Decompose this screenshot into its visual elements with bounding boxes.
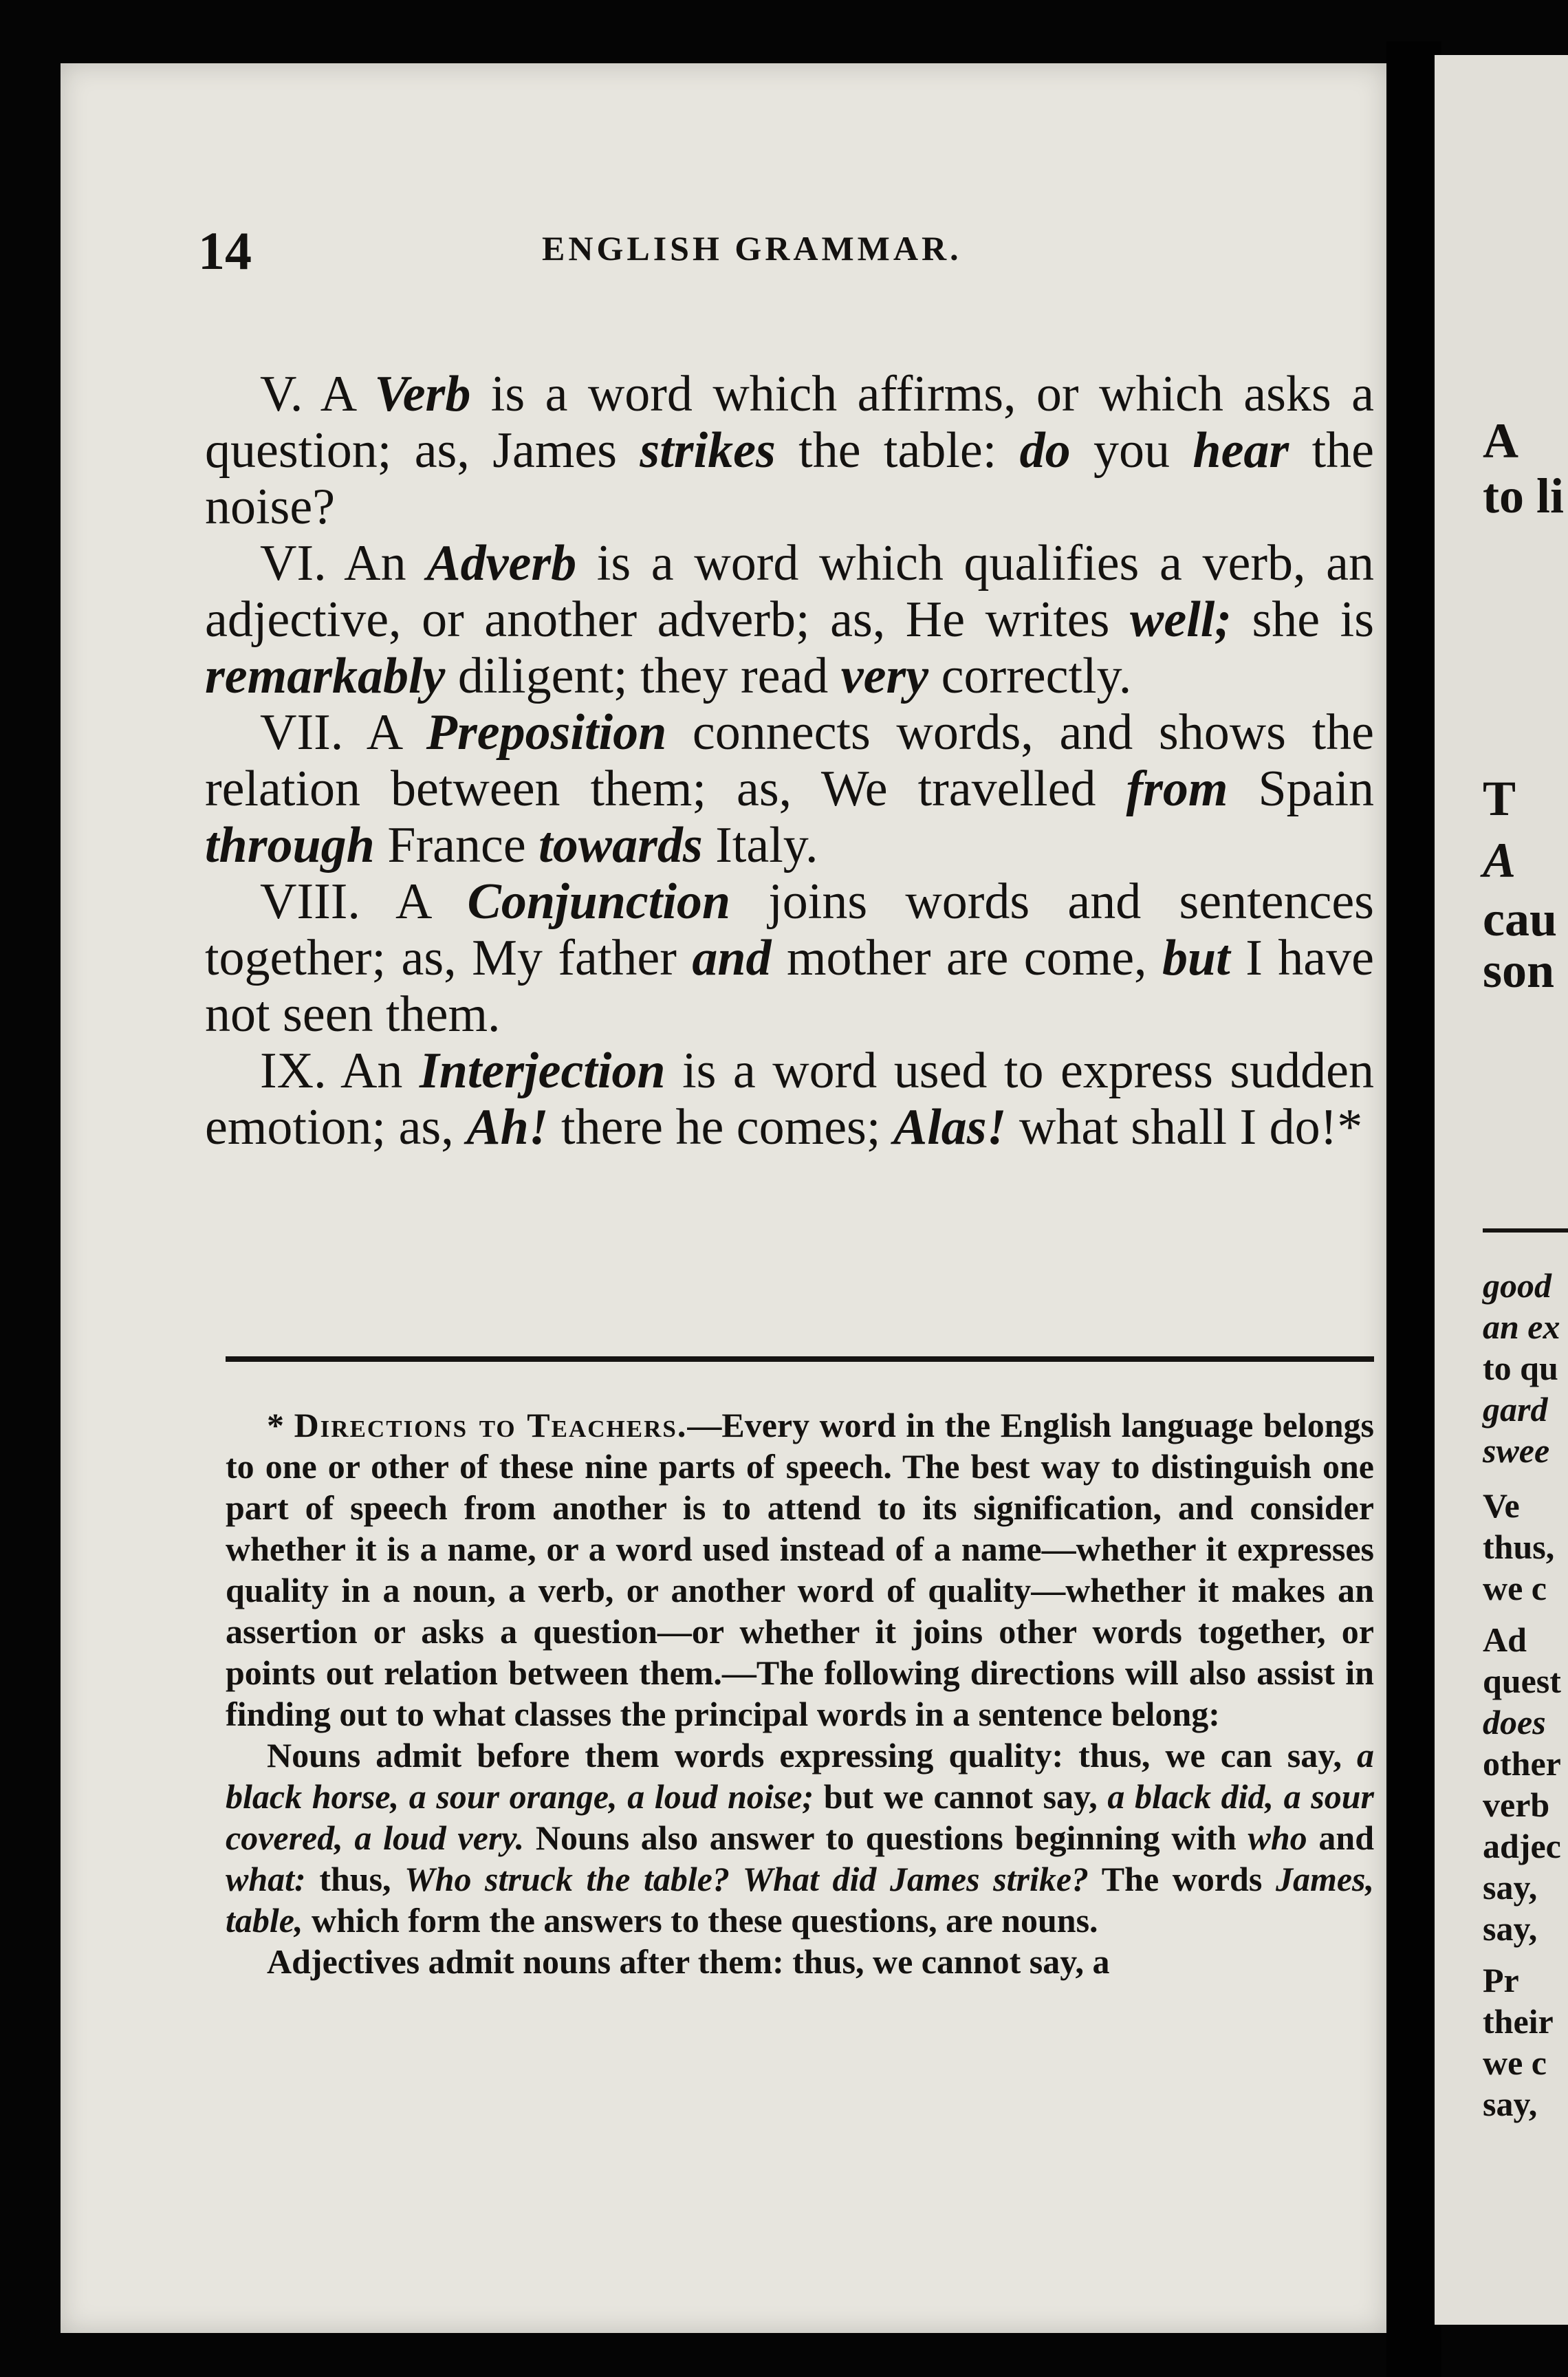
footnote-paragraph: Adjectives admit nouns after them: thus, we cannot say, a	[267, 1942, 1110, 1981]
adjacent-page-fragment: gard	[1483, 1390, 1548, 1429]
adjacent-page-fragment: an ex	[1483, 1307, 1560, 1346]
book-gutter	[1386, 41, 1441, 2377]
adjacent-page-fragment: Ad	[1483, 1620, 1527, 1659]
adjacent-page-fragment: say,	[1483, 1868, 1538, 1907]
adjacent-page-fragment: son	[1483, 943, 1555, 998]
page-header	[61, 220, 1386, 282]
footnote-paragraph: Nouns admit before them words expressing quality: thus, we can say, a black horse, a sour orange, a loud noise; but we cannot say, a black did, a sour covered, a loud very. Nouns also answer to questions beginning with who and what: thus, Who struck the table? What did James strike? The words James, table, which form the answers to these questions, are nouns.	[226, 1736, 1374, 1940]
adjacent-page-fragment: does	[1483, 1703, 1546, 1741]
adjacent-page-fragment: their	[1483, 2002, 1554, 2041]
adjacent-page	[1435, 55, 1568, 2325]
adjacent-page-fragment: adjec	[1483, 1827, 1561, 1865]
adjacent-page-fragment: thus,	[1483, 1528, 1555, 1566]
definition-adverb: VI. An Adverb is a word which qualifies a verb, an adjective, or another adverb; as, He writes well; she is remarkably diligent; they read very correctly.	[205, 535, 1374, 704]
adjacent-page-fragment: say,	[1483, 2085, 1538, 2123]
term: Conjunction	[467, 873, 731, 930]
term: Preposition	[426, 704, 667, 761]
term: Verb	[374, 366, 471, 422]
adjacent-page-fragment: verb	[1483, 1786, 1550, 1824]
adjacent-page-fragment: good	[1483, 1266, 1551, 1305]
adjacent-page-fragment: other	[1483, 1744, 1561, 1783]
definition-verb: V. A Verb is a word which affirms, or which asks a question; as, James strikes the table: do you hear the noise?	[205, 366, 1375, 535]
definition-conjunction: VIII. A Conjunction joins words and sentences together; as, My father and mother are come, but I have not seen them.	[205, 873, 1374, 1043]
footnote-divider	[226, 1356, 1374, 1362]
adjacent-page-divider	[1483, 1228, 1568, 1233]
adjacent-page-fragment: swee	[1483, 1431, 1550, 1470]
adjacent-page-fragment: quest	[1483, 1662, 1561, 1700]
adjacent-page-fragment: A	[1483, 413, 1518, 468]
running-title: ENGLISH GRAMMAR.	[542, 229, 962, 268]
adjacent-page-fragment: we c	[1483, 1569, 1547, 1607]
book-page	[61, 63, 1386, 2333]
main-text	[205, 366, 1374, 1155]
definition-interjection: IX. An Interjection is a word used to express sudden emotion; as, Ah! there he comes; Alas! what shall I do!*	[205, 1043, 1374, 1155]
adjacent-page-fragment: A	[1483, 833, 1516, 888]
adjacent-page-fragment: T	[1483, 771, 1516, 826]
adjacent-page-fragment: Pr	[1483, 1961, 1519, 1999]
footnote	[226, 1404, 1374, 1982]
adjacent-page-fragment: to li	[1483, 468, 1564, 523]
adjacent-page-fragment: cau	[1483, 891, 1557, 946]
page-number: 14	[198, 221, 252, 281]
adjacent-page-fragment: to qu	[1483, 1349, 1558, 1387]
term: Interjection	[419, 1043, 666, 1099]
adjacent-page-fragment: we c	[1483, 2043, 1547, 2082]
adjacent-page-fragment: Ve	[1483, 1486, 1520, 1525]
term: Adverb	[426, 535, 577, 591]
footnote-heading: Directions to Teachers.	[294, 1406, 688, 1444]
footnote-paragraph: * Directions to Teachers.—Every word in the English language belongs to one or other of these nine parts of speech. The best way to distinguish one part of speech from another is to attend to its signification, and consider whether it is a name, or a word used instead of a name—whether it expresses quality in a noun, a verb, or another word of quality—whether it makes an assertion or asks a question—or whether it joins other words together, or points out relation between them.—The following directions will also assist in finding out to what classes the principal words in a sentence belong:	[226, 1406, 1374, 1733]
definition-preposition: VII. A Preposition connects words, and shows the relation between them; as, We travelled from Spain through France towards Italy.	[205, 704, 1375, 873]
adjacent-page-fragment: say,	[1483, 1909, 1538, 1948]
